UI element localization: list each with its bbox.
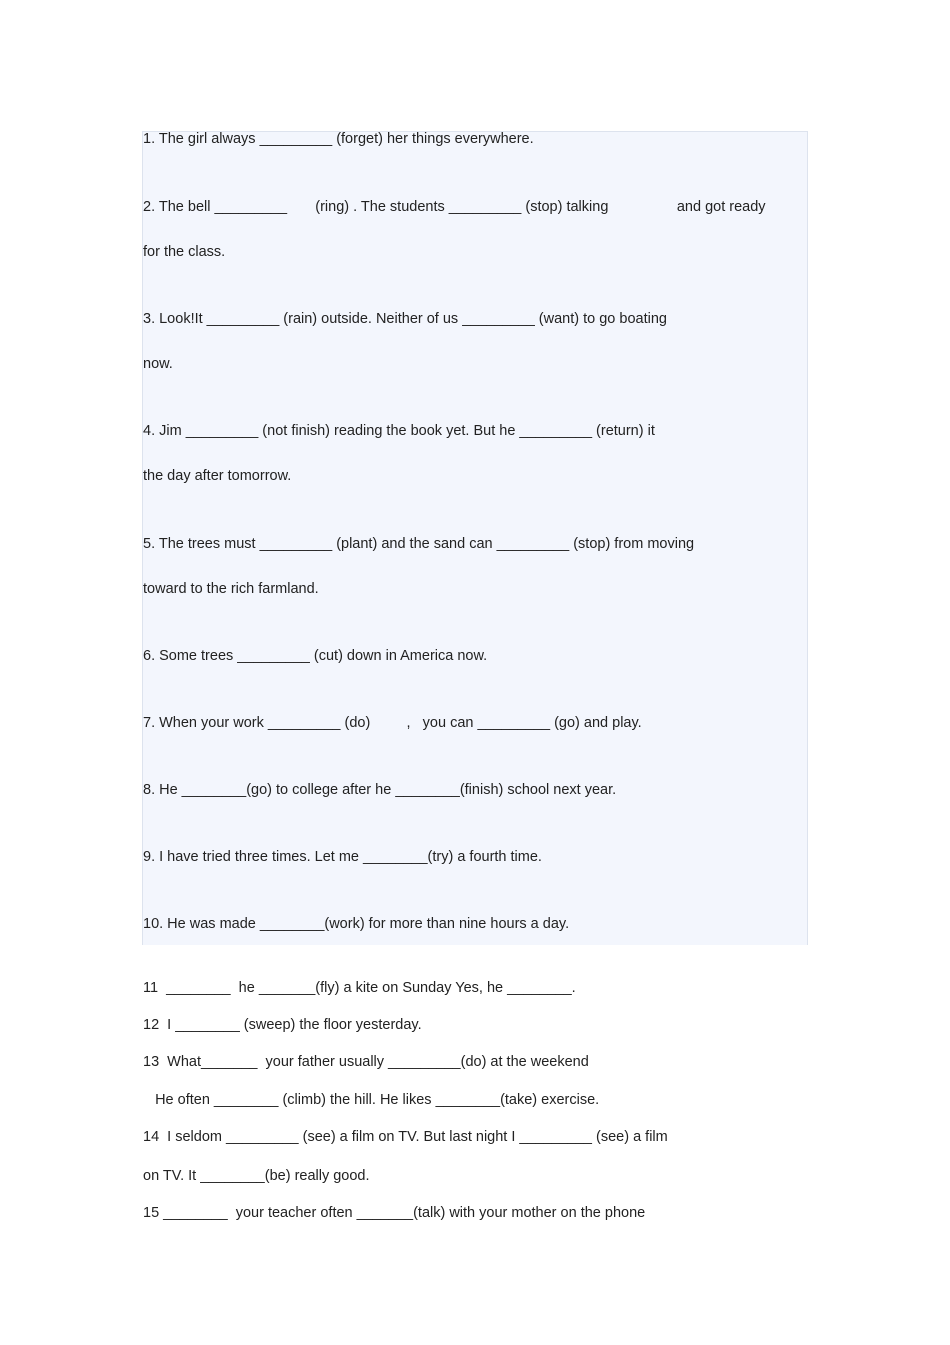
exercise-line-12: 12 I ________ (sweep) the floor yesterday. — [143, 1017, 422, 1033]
exercise-line-5: 5. The trees must _________ (plant) and the sand can _________ (stop) from moving — [143, 536, 695, 552]
exercise-line-5-cont: toward to the rich farmland. — [143, 581, 319, 597]
exercise-line-2: 2. The bell _________ (ring) . The students _________ (stop) talking and got ready — [143, 199, 766, 215]
exercise-line-9: 9. I have tried three times. Let me ________(try) a fourth time. — [143, 849, 542, 865]
exercise-line-1: 1. The girl always _________ (forget) her things everywhere. — [143, 131, 534, 147]
exercise-line-4: 4. Jim _________ (not finish) reading the book yet. But he _________ (return) it — [143, 423, 655, 439]
exercise-line-14-cont: on TV. It ________(be) really good. — [143, 1168, 370, 1184]
exercise-line-3: 3. Look!It _________ (rain) outside. Neither of us _________ (want) to go boating — [143, 311, 667, 327]
exercise-line-6: 6. Some trees _________ (cut) down in America now. — [143, 648, 488, 664]
exercise-line-2-cont: for the class. — [143, 244, 226, 260]
exercise-line-15: 15 ________ your teacher often _______(talk) with your mother on the phone — [143, 1205, 646, 1221]
exercise-line-10: 10. He was made ________(work) for more than nine hours a day. — [143, 916, 570, 932]
exercise-line-14: 14 I seldom _________ (see) a film on TV. But last night I _________ (see) a film — [143, 1129, 668, 1145]
exercise-line-13-cont: He often ________ (climb) the hill. He likes ________(take) exercise. — [143, 1092, 600, 1108]
exercise-line-11: 11 ________ he _______(fly) a kite on Sunday Yes, he ________. — [143, 980, 576, 996]
exercise-line-3-cont: now. — [143, 356, 173, 372]
exercise-line-13: 13 What_______ your father usually _________(do) at the weekend — [143, 1054, 589, 1070]
exercise-line-7: 7. When your work _________ (do) , you can _________ (go) and play. — [143, 715, 642, 731]
exercise-line-8: 8. He ________(go) to college after he ________(finish) school next year. — [143, 782, 617, 798]
exercise-line-4-cont: the day after tomorrow. — [143, 468, 292, 484]
